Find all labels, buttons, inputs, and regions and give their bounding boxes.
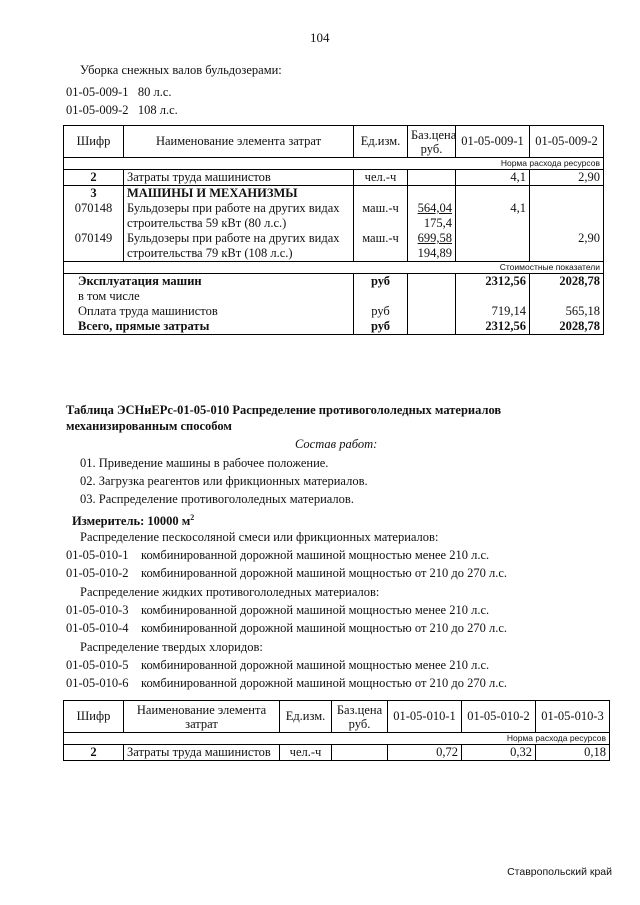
row-code xyxy=(64,186,124,232)
cost-row-name: в том числе xyxy=(78,289,140,303)
row-price xyxy=(408,231,456,262)
code-line xyxy=(66,565,507,581)
row-code: 2 xyxy=(64,745,124,761)
row-value-2 xyxy=(530,231,604,262)
row-value-2: 2,90 xyxy=(530,170,604,186)
row-unit: чел.-ч xyxy=(354,170,408,186)
code-text: комбинированной дорожной машиной мощностью менее 210 л.с. xyxy=(141,603,490,617)
price-wage: 175,4 xyxy=(423,216,452,230)
table-row xyxy=(64,186,604,232)
meter-label: Измеритель: 10000 м xyxy=(72,514,191,529)
machine-name-line2: строительства 59 кВт (80 л.с.) xyxy=(127,216,287,230)
header-name-line1: Наименование элемента xyxy=(136,702,267,717)
header-code: Шифр xyxy=(64,126,124,158)
machine-name-line2: строительства 79 кВт (108 л.с.) xyxy=(127,246,293,260)
works-title: Состав работ: xyxy=(295,437,378,451)
code-text: комбинированной дорожной машиной мощностью менее 210 л.с. xyxy=(141,658,490,672)
code-text: 80 л.с. xyxy=(137,85,172,99)
header-unit: Ед.изм. xyxy=(280,701,332,733)
code-line xyxy=(66,657,489,673)
cost-label-row xyxy=(64,262,604,274)
machine-unit: маш.-ч xyxy=(362,201,399,215)
cost-label: Стоимостные показатели xyxy=(64,262,604,274)
row-unit: маш.-ч xyxy=(354,231,408,262)
row-value-1 xyxy=(456,231,530,262)
header-price xyxy=(332,701,388,733)
group-title: Распределение твердых хлоридов: xyxy=(80,640,263,654)
norm-label: Норма расхода ресурсов xyxy=(64,733,610,745)
cost-row-value-2: 565,18 xyxy=(565,304,600,318)
code-text: комбинированной дорожной машиной мощностью менее 210 л.с. xyxy=(141,548,490,562)
row-value-1 xyxy=(456,186,530,232)
group-title: Распределение жидких противогололедных материалов: xyxy=(80,585,380,599)
cost-name xyxy=(64,274,354,320)
page-number: 104 xyxy=(310,30,330,45)
footer-region: Ставропольский край xyxy=(507,866,612,878)
code-line xyxy=(66,102,178,118)
group-title: Распределение пескосоляной смеси или фрикционных материалов: xyxy=(80,530,439,544)
cost-row-name: Эксплуатация машин xyxy=(78,274,202,288)
code: 01-05-010-5 xyxy=(66,658,129,672)
header-name: Наименование элемента затрат xyxy=(124,126,354,158)
row-name: Затраты труда машинистов xyxy=(124,745,280,761)
code-line xyxy=(66,602,489,618)
machines-title: МАШИНЫ И МЕХАНИЗМЫ xyxy=(127,186,298,200)
row-value-1: 0,72 xyxy=(388,745,462,761)
table-row xyxy=(64,319,604,335)
row-unit: чел.-ч xyxy=(280,745,332,761)
code: 01-05-010-2 xyxy=(66,566,129,580)
table-row xyxy=(64,745,610,761)
row-code: 070149 xyxy=(64,231,124,262)
code: 01-05-009-1 xyxy=(66,85,129,99)
row-value-1: 4,1 xyxy=(456,170,530,186)
table-row xyxy=(64,170,604,186)
code-text: комбинированной дорожной машиной мощностью от 210 до 270 л.с. xyxy=(141,621,508,635)
resource-table-2 xyxy=(63,700,610,761)
table-row xyxy=(64,231,604,262)
cost-unit xyxy=(354,274,408,320)
table-title-line2: механизированным способом xyxy=(66,419,232,433)
row-price xyxy=(408,170,456,186)
machine-name-line1: Бульдозеры при работе на других видах xyxy=(127,231,340,245)
code-line xyxy=(66,84,172,100)
header-col1: 01-05-009-1 xyxy=(456,126,530,158)
code-text: комбинированной дорожной машиной мощностью от 210 до 270 л.с. xyxy=(141,676,508,690)
code-text: комбинированной дорожной машиной мощностью от 210 до 270 л.с. xyxy=(141,566,508,580)
norm-label-row xyxy=(64,158,604,170)
code: 01-05-010-6 xyxy=(66,676,129,690)
row-value-3: 0,18 xyxy=(536,745,610,761)
row-value-2 xyxy=(530,186,604,232)
total-value-1: 2312,56 xyxy=(456,319,530,335)
row-name xyxy=(124,186,354,232)
work-item: 02. Загрузка реагентов или фрикционных материалов. xyxy=(80,474,368,488)
price-main: 564,04 xyxy=(417,201,452,215)
header-price xyxy=(408,126,456,158)
machines-code: 3 xyxy=(90,186,97,200)
machine-value-2: 2,90 xyxy=(578,231,600,245)
code-line xyxy=(66,620,507,636)
total-value-2: 2028,78 xyxy=(530,319,604,335)
header-name-line2: затрат xyxy=(185,716,218,731)
machine-name-line1: Бульдозеры при работе на других видах xyxy=(127,201,340,215)
code-line xyxy=(66,675,507,691)
code-text: 108 л.с. xyxy=(137,103,178,117)
header-code: Шифр xyxy=(64,701,124,733)
total-price xyxy=(408,319,456,335)
header-col2: 01-05-009-2 xyxy=(530,126,604,158)
code: 01-05-010-4 xyxy=(66,621,129,635)
norm-label: Норма расхода ресурсов xyxy=(64,158,604,170)
row-name xyxy=(124,231,354,262)
work-item: 03. Распределение противогололедных материалов. xyxy=(80,492,354,506)
table-header-row xyxy=(64,701,610,733)
row-price xyxy=(332,745,388,761)
code-line xyxy=(66,547,489,563)
total-unit: руб xyxy=(354,319,408,335)
header-price-line1: Баз.цена xyxy=(411,127,457,142)
machine-value-1: 4,1 xyxy=(510,201,526,215)
code: 01-05-009-2 xyxy=(66,103,129,117)
price-wage: 194,89 xyxy=(417,246,452,260)
cost-row-name: Оплата труда машинистов xyxy=(78,304,218,318)
header-price-line2: руб. xyxy=(348,716,371,731)
table-header-row xyxy=(64,126,604,158)
header-col1: 01-05-010-1 xyxy=(388,701,462,733)
row-value-2: 0,32 xyxy=(462,745,536,761)
cost-row-unit: руб xyxy=(371,304,390,318)
table-title-line1: Таблица ЭСНиЕРс-01-05-010 Распределение противогололедных материалов xyxy=(66,403,502,417)
section-title: Уборка снежных валов бульдозерами: xyxy=(80,63,282,77)
row-code: 2 xyxy=(64,170,124,186)
total-name: Всего, прямые затраты xyxy=(64,319,354,335)
cost-row-value-2: 2028,78 xyxy=(559,274,600,288)
cost-row-value-1: 719,14 xyxy=(491,304,526,318)
cost-row-value-1: 2312,56 xyxy=(485,274,526,288)
cost-row-unit: руб xyxy=(370,274,391,288)
header-price-line2: руб. xyxy=(420,141,443,156)
code: 01-05-010-1 xyxy=(66,548,129,562)
norm-label-row xyxy=(64,733,610,745)
header-name xyxy=(124,701,280,733)
header-col2: 01-05-010-2 xyxy=(462,701,536,733)
row-price xyxy=(408,186,456,232)
row-unit xyxy=(354,186,408,232)
header-price-line1: Баз.цена xyxy=(336,702,383,717)
resource-table-1 xyxy=(63,125,604,335)
meter xyxy=(72,510,194,529)
header-col3: 01-05-010-3 xyxy=(536,701,610,733)
meter-sup: 2 xyxy=(190,513,195,522)
cost-value-2 xyxy=(530,274,604,320)
price-main: 699,58 xyxy=(417,231,452,245)
cost-value-1 xyxy=(456,274,530,320)
header-unit: Ед.изм. xyxy=(354,126,408,158)
work-item: 01. Приведение машины в рабочее положение. xyxy=(80,456,329,470)
cost-price xyxy=(408,274,456,320)
code: 01-05-010-3 xyxy=(66,603,129,617)
row-name: Затраты труда машинистов xyxy=(124,170,354,186)
table-row xyxy=(64,274,604,320)
machine-code: 070148 xyxy=(74,201,113,215)
